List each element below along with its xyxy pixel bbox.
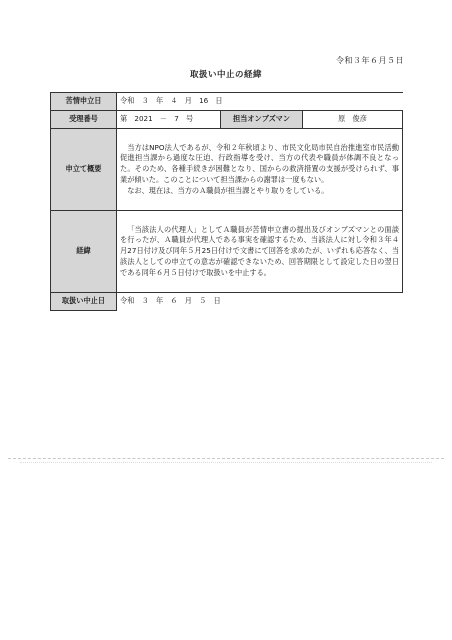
summary-paragraph: なお、現在は、当方のＡ職員が担当課とやり取りをしている。 — [127, 185, 329, 195]
receipt-number-label: 受理番号 — [51, 111, 117, 129]
summary-paragraph: 当方はNPO法人であるが、令和２年秋頃より、市民文化局市民自治推進室市民活動促進担当課から過度な圧迫、行政指導を受け、当方の代表や職員が体調不良となった。そのため、各種手続きが困難となり、国からの救済措置の支援が受けられず、事業が傾いた。このことについて担当課からの謝罪は一度もない。 — [120, 142, 400, 184]
stop-date-row — [51, 293, 403, 311]
history-label: 経緯 — [51, 211, 117, 293]
ombudsman-name: 原 俊彦 — [303, 111, 403, 129]
document-title: 取扱い中止の経緯 — [189, 70, 262, 80]
received-date-row — [51, 93, 403, 111]
stop-date-value: 令和 ３ 年 ６ 月 ５ 日 — [117, 293, 403, 311]
received-date-value: 令和 ３ 年 ４ 月 16 日 — [117, 93, 403, 111]
summary-text — [117, 129, 403, 211]
complaint-form-table — [50, 92, 403, 311]
history-row — [51, 211, 403, 293]
receipt-number-value: 第 2021 － 7 号 — [117, 111, 221, 129]
scan-fold-line — [8, 458, 444, 459]
summary-row — [51, 129, 403, 211]
received-date-label: 苦情申立日 — [51, 93, 117, 111]
receipt-number-row — [51, 111, 403, 129]
summary-label: 申立て概要 — [51, 129, 117, 211]
document-date: 令和３年６月５日 — [336, 56, 404, 65]
scan-fold-line — [20, 462, 432, 463]
history-text — [117, 211, 403, 293]
stop-date-label: 取扱い中止日 — [51, 293, 117, 311]
ombudsman-label: 担当オンブズマン — [221, 111, 303, 129]
history-paragraph: 「当該法人の代理人」としてＡ職員が苦情申立書の提出及びオンブズマンとの面談を行ったが、Ａ職員が代理人である事実を確認するため、当該法人に対し令和３年４月27日付け及び同年５月25日付けで文書にて回答を求めたが、いずれも応答なく、当該法人としての申立ての意志が確認できないため、回答期限として設定した日の翌日である同年６月５日付けで取扱いを中止する。 — [120, 224, 400, 277]
